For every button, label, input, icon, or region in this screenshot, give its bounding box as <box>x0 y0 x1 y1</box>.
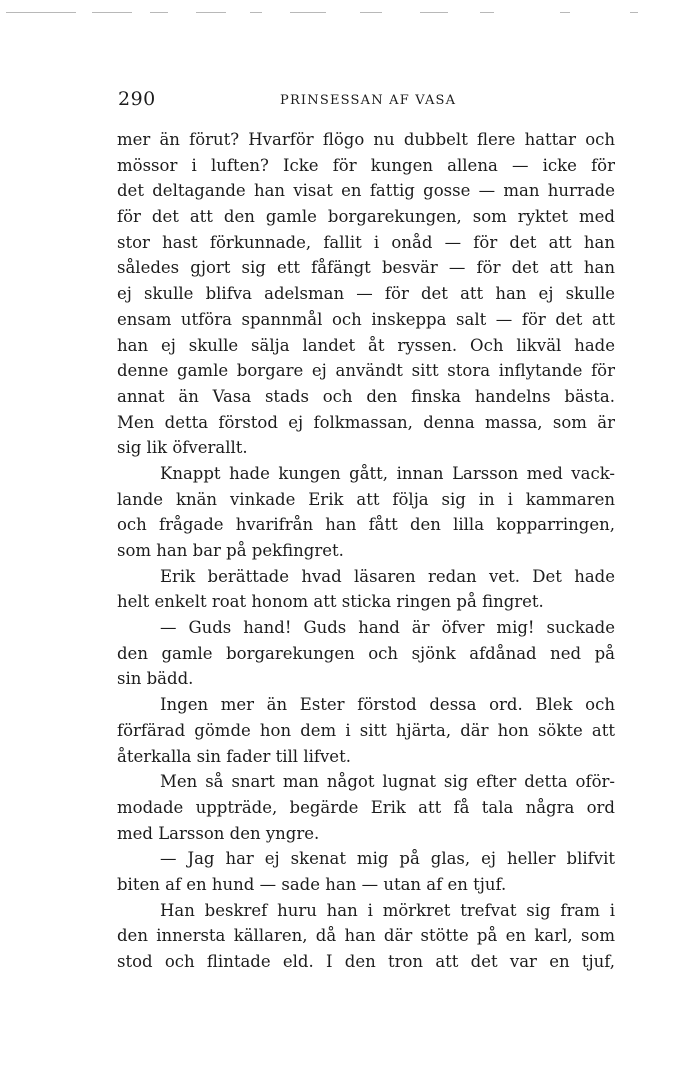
text-line: modade uppträde, begärde Erik att få tala några ord <box>117 797 615 817</box>
page-number: 290 <box>118 88 156 110</box>
text-line: den innersta källaren, då han där stötte på en karl, som <box>117 926 615 946</box>
text-line: således gjort sig ett fåfängt besvär — för det att han <box>117 258 615 278</box>
text-line: ensam utföra spannmål och inskeppa salt — för det att <box>117 309 615 329</box>
text-line: den gamle borgarekungen och sjönk afdånad ned på <box>117 643 615 663</box>
text-line: som han bar på pekfingret. <box>117 541 344 560</box>
text-line: — Jag har ej skenat mig på glas, ej heller blifvit <box>160 849 615 869</box>
body-text <box>117 127 615 975</box>
text-line: Ingen mer än Ester förstod dessa ord. Blek och <box>160 695 615 715</box>
text-line: sig lik öfverallt. <box>117 438 248 458</box>
text-line: annat än Vasa stads och den finska handelns bästa. <box>117 386 615 406</box>
text-line: denne gamle borgare ej användt sitt stora inflytande för <box>117 361 615 381</box>
text-line: Men så snart man något lugnat sig efter detta oför- <box>160 772 615 792</box>
text-line: och frågade hvarifrån han fått den lilla kopparringen, <box>117 515 615 535</box>
text-line: lande knän vinkade Erik att följa sig in i kammaren <box>117 489 615 509</box>
text-line: helt enkelt roat honom att sticka ringen på fingret. <box>117 592 544 612</box>
running-head <box>118 88 616 112</box>
text-line: Knappt hade kungen gått, innan Larsson med vack- <box>160 463 615 483</box>
text-line: Men detta förstod ej folkmassan, denna massa, som är <box>117 412 615 432</box>
text-line: stor hast förkunnade, fallit i onåd — för det att han <box>117 232 615 252</box>
text-line: han ej skulle sälja landet åt ryssen. Och likväl hade <box>117 335 615 355</box>
text-line: Erik berättade hvad läsaren redan vet. Det hade <box>160 566 615 586</box>
text-line: mössor i luften? Icke för kungen allena — icke för <box>117 155 615 175</box>
running-title: PRINSESSAN AF VASA <box>280 93 457 108</box>
text-line: för det att den gamle borgarekungen, som ryktet med <box>117 207 615 227</box>
text-line: ej skulle blifva adelsman — för det att han ej skulle <box>117 284 615 304</box>
text-line: biten af en hund — sade han — utan af en tjuf. <box>117 874 507 894</box>
text-line: mer än förut? Hvarför flögo nu dubbelt flere hattar och <box>117 130 615 149</box>
text-line: förfärad gömde hon dem i sitt hjärta, där hon sökte att <box>117 720 615 740</box>
text-line: — Guds hand! Guds hand är öfver mig! suckade <box>160 618 615 638</box>
text-line: med Larsson den yngre. <box>117 823 320 843</box>
scan-edge-noise <box>0 8 680 18</box>
text-line: stod och flintade eld. I den tron att det var en tjuf, <box>117 952 615 971</box>
text-line: sin bädd. <box>117 669 194 689</box>
text-line: återkalla sin fader till lifvet. <box>117 746 351 766</box>
text-line: det deltagande han visat en fattig gosse — man hurrade <box>117 181 615 201</box>
text-line: Han beskref huru han i mörkret trefvat sig fram i <box>160 900 615 920</box>
